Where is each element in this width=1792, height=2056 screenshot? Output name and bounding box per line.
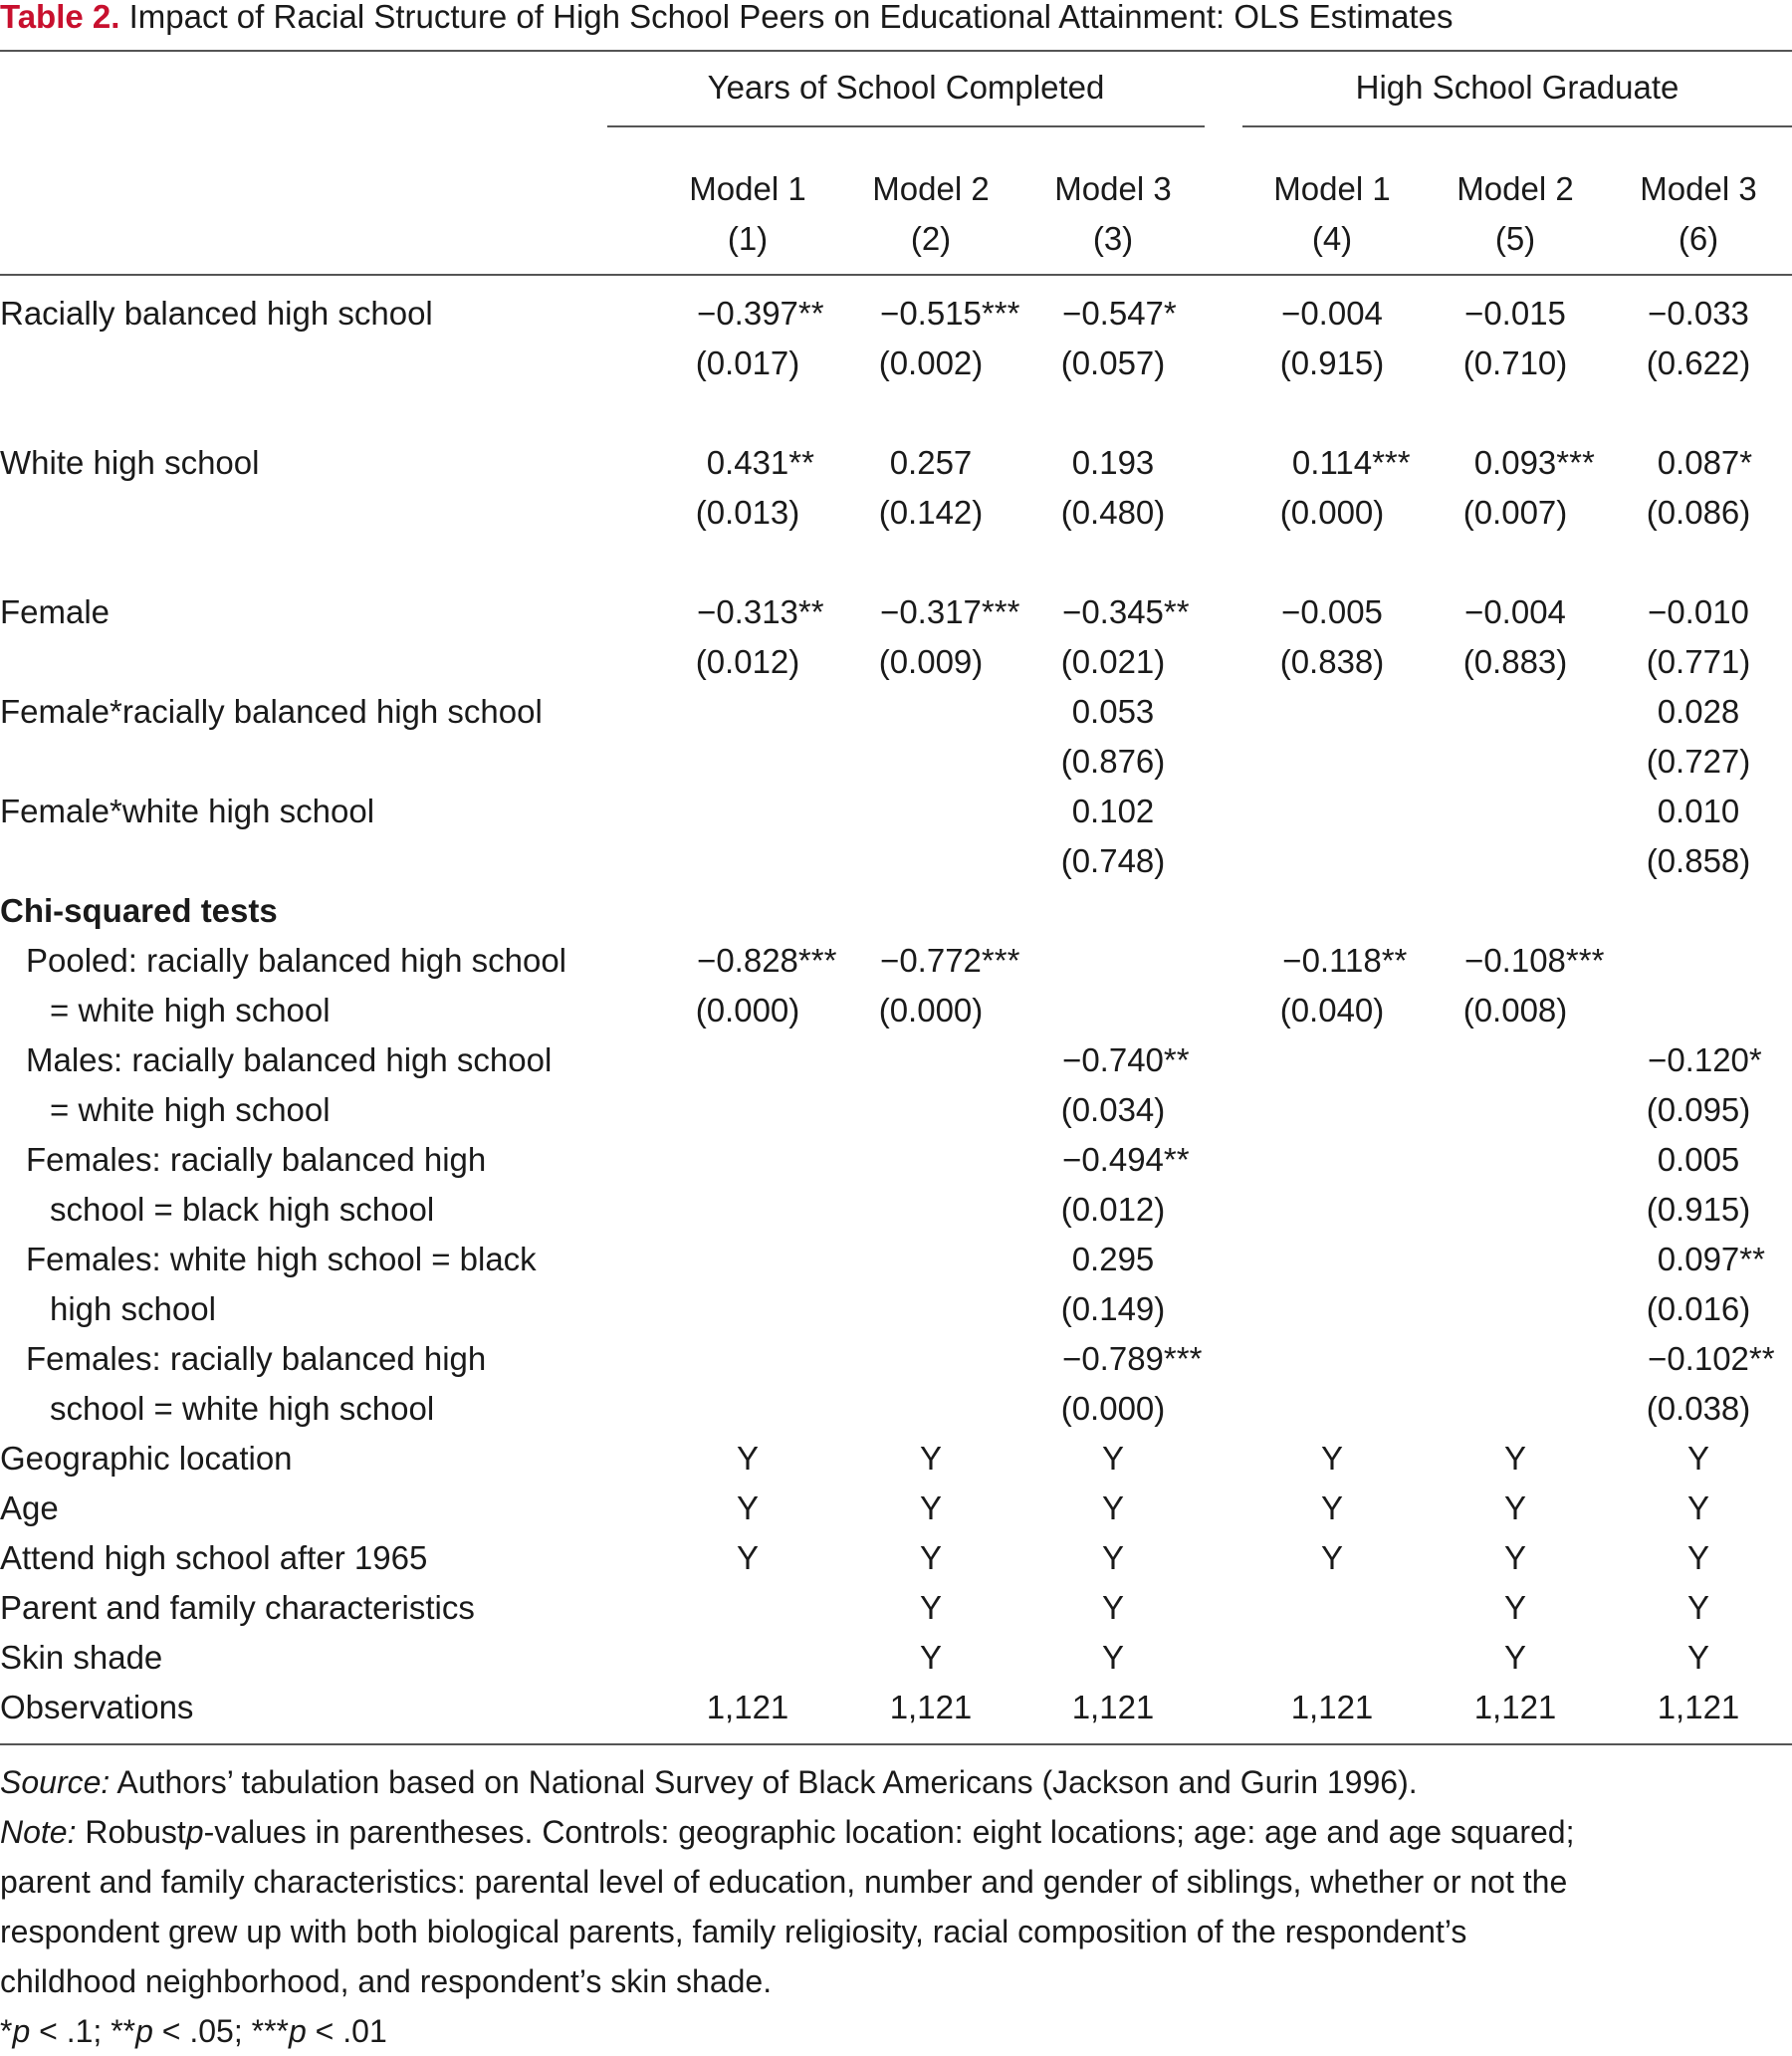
coefficient-value: 0.295 — [1071, 1241, 1155, 1277]
coefficient-cell: −0.828*** — [697, 942, 837, 979]
row-label: high school — [50, 1290, 216, 1327]
sig-text: < .1; ** — [30, 2013, 136, 2049]
coefficient-value: 0.257 — [889, 444, 973, 481]
column-model-label: Model 1 — [689, 170, 806, 207]
note-line-1 — [0, 1807, 1574, 1857]
p-value-cell: (0.771) — [1646, 643, 1751, 680]
sig-p: p — [135, 2013, 153, 2049]
coefficient-value: −0.015 — [1464, 295, 1566, 332]
coefficient-value: 0.431 — [706, 444, 789, 481]
p-value-cell: (0.034) — [1060, 1091, 1166, 1128]
row-label: Female*white high school — [0, 793, 375, 829]
coefficient-value: 0.102 — [1071, 793, 1155, 829]
control-indicator-cell: Y — [736, 1440, 759, 1477]
column-group-rule — [607, 125, 1205, 127]
p-value-cell: (0.007) — [1462, 494, 1568, 531]
p-value-cell: (0.727) — [1646, 743, 1751, 780]
source-label: Source: — [0, 1764, 111, 1800]
p-value-cell: (0.038) — [1646, 1390, 1751, 1427]
p-value-cell: (0.009) — [878, 643, 984, 680]
coefficient-cell — [1609, 289, 1788, 339]
control-indicator-cell: Y — [1686, 1589, 1709, 1626]
control-indicator-cell: Y — [1101, 1589, 1124, 1626]
coefficient-cell — [1609, 587, 1788, 637]
p-value-cell: (0.000) — [878, 992, 984, 1028]
coefficient-value: −0.004 — [1464, 593, 1566, 630]
coefficient-value: −0.397 — [697, 295, 798, 332]
control-indicator-cell: Y — [1686, 1539, 1709, 1576]
column-number-label: (1) — [727, 220, 769, 257]
coefficient-value: −0.120 — [1648, 1041, 1749, 1078]
note-line-3: respondent grew up with both biological parents, family religiosity, racial composition of the respondent’s — [0, 1914, 1467, 1949]
p-value-cell: (0.012) — [695, 643, 800, 680]
column-number-label: (4) — [1311, 220, 1353, 257]
control-indicator-cell: Y — [919, 1440, 942, 1477]
coefficient-cell — [1609, 687, 1788, 737]
coefficient-cell: −0.102** — [1648, 1340, 1775, 1377]
row-label: school = white high school — [50, 1390, 435, 1427]
sig-text: < .01 — [306, 2013, 387, 2049]
p-value-cell: (0.838) — [1279, 643, 1385, 680]
table-number: Table 2. — [0, 0, 120, 35]
coefficient-value: −0.828 — [697, 942, 798, 979]
p-value-cell: (0.142) — [878, 494, 984, 531]
coefficient-cell: −0.317*** — [880, 593, 1020, 630]
p-value-cell: (0.149) — [1060, 1290, 1166, 1327]
column-number-label: (6) — [1678, 220, 1719, 257]
row-label: White high school — [0, 444, 260, 481]
sig-text: < .05; *** — [152, 2013, 289, 2049]
coefficient-value: −0.515 — [880, 295, 982, 332]
coefficient-value: −0.772 — [880, 942, 982, 979]
coefficient-cell: −0.397** — [697, 295, 824, 332]
coefficient-value: −0.102 — [1648, 1340, 1749, 1377]
p-value-cell: (0.000) — [695, 992, 800, 1028]
coefficient-cell: −0.494** — [1062, 1141, 1190, 1178]
p-value-cell: (0.013) — [695, 494, 800, 531]
column-model-label: Model 2 — [1456, 170, 1574, 207]
note-line-2: parent and family characteristics: parental level of education, number and gender of siblings, whether or not the — [0, 1864, 1568, 1900]
p-value-cell: (0.622) — [1646, 344, 1751, 381]
p-value-cell: (0.012) — [1060, 1191, 1166, 1228]
coefficient-value: −0.740 — [1062, 1041, 1164, 1078]
coefficient-cell: −0.789*** — [1062, 1340, 1203, 1377]
row-label: Observations — [0, 1689, 194, 1725]
coefficient-cell: −0.547* — [1062, 295, 1177, 332]
table-title — [0, 0, 1453, 34]
row-label: = white high school — [50, 992, 331, 1028]
coefficient-value: 0.028 — [1657, 693, 1740, 730]
control-indicator-cell: Y — [1503, 1440, 1526, 1477]
column-group-header: High School Graduate — [1355, 69, 1680, 106]
control-indicator-cell: 1,121 — [1657, 1689, 1740, 1725]
coefficient-cell: −0.740** — [1062, 1041, 1190, 1078]
row-label: Females: racially balanced high — [26, 1141, 487, 1178]
sig-p: p — [12, 2013, 31, 2049]
coefficient-value: 0.087 — [1657, 444, 1740, 481]
coefficient-cell — [1426, 289, 1605, 339]
row-label: Female — [0, 593, 111, 630]
coefficient-value: −0.005 — [1281, 593, 1383, 630]
column-number-label: (3) — [1092, 220, 1134, 257]
section-heading: Chi-squared tests — [0, 892, 278, 929]
p-value-cell: (0.017) — [695, 344, 800, 381]
control-indicator-cell: Y — [1101, 1639, 1124, 1676]
p-value-cell: (0.710) — [1462, 344, 1568, 381]
control-indicator-cell: 1,121 — [1071, 1689, 1155, 1725]
row-label: Parent and family characteristics — [0, 1589, 475, 1626]
coefficient-cell: −0.120* — [1648, 1041, 1762, 1078]
control-indicator-cell: Y — [1320, 1539, 1343, 1576]
row-label: Skin shade — [0, 1639, 163, 1676]
p-value-cell: (0.016) — [1646, 1290, 1751, 1327]
control-indicator-cell: Y — [1320, 1489, 1343, 1526]
p-value-cell: (0.095) — [1646, 1091, 1751, 1128]
control-indicator-cell: 1,121 — [889, 1689, 973, 1725]
p-value-cell: (0.915) — [1646, 1191, 1751, 1228]
coefficient-cell: 0.097** — [1657, 1241, 1765, 1277]
control-indicator-cell: Y — [1686, 1440, 1709, 1477]
coefficient-cell — [1023, 438, 1203, 488]
column-group-header: Years of School Completed — [707, 69, 1105, 106]
control-indicator-cell: Y — [919, 1639, 942, 1676]
source-note — [0, 1757, 1418, 1807]
control-indicator-cell: Y — [919, 1589, 942, 1626]
column-model-label: Model 3 — [1054, 170, 1172, 207]
row-label: Racially balanced high school — [0, 295, 433, 332]
coefficient-value: −0.547 — [1062, 295, 1164, 332]
significance-note — [0, 2006, 387, 2056]
coefficient-cell: −0.515*** — [880, 295, 1020, 332]
note-p: p — [185, 1814, 204, 1850]
p-value-cell: (0.748) — [1060, 842, 1166, 879]
coefficient-cell: −0.108*** — [1464, 942, 1605, 979]
control-indicator-cell: Y — [1101, 1489, 1124, 1526]
coefficient-cell — [1023, 787, 1203, 836]
column-number-label: (5) — [1494, 220, 1536, 257]
row-label: Females: white high school = black — [26, 1241, 537, 1277]
bottom-rule — [0, 1743, 1792, 1745]
control-indicator-cell: Y — [1320, 1440, 1343, 1477]
control-indicator-cell: Y — [1503, 1489, 1526, 1526]
coefficient-value: 0.097 — [1657, 1241, 1740, 1277]
coefficient-value: −0.033 — [1648, 295, 1749, 332]
coefficient-value: −0.789 — [1062, 1340, 1164, 1377]
control-indicator-cell: 1,121 — [706, 1689, 789, 1725]
coefficient-value: −0.108 — [1464, 942, 1566, 979]
coefficient-value: −0.317 — [880, 593, 982, 630]
coefficient-cell: 0.431** — [706, 444, 814, 481]
column-group-rule — [1242, 125, 1792, 127]
coefficient-cell: −0.118** — [1282, 942, 1408, 979]
control-indicator-cell: Y — [1503, 1589, 1526, 1626]
p-value-cell: (0.086) — [1646, 494, 1751, 531]
note-text: -values in parentheses. Controls: geographic location: eight locations; age: age and age squared; — [203, 1814, 1575, 1850]
coefficient-cell — [1426, 587, 1605, 637]
coefficient-cell: −0.772*** — [880, 942, 1020, 979]
coefficient-value: 0.005 — [1657, 1141, 1740, 1178]
control-indicator-cell: Y — [1686, 1489, 1709, 1526]
note-line-4: childhood neighborhood, and respondent’s skin shade. — [0, 1963, 773, 1999]
coefficient-value: −0.345 — [1062, 593, 1164, 630]
control-indicator-cell: Y — [919, 1489, 942, 1526]
row-label: Females: racially balanced high — [26, 1340, 487, 1377]
p-value-cell: (0.021) — [1060, 643, 1166, 680]
column-model-label: Model 3 — [1640, 170, 1757, 207]
control-indicator-cell: Y — [1101, 1440, 1124, 1477]
coefficient-value: 0.053 — [1071, 693, 1155, 730]
table-title-text: Impact of Racial Structure of High School Peers on Educational Attainment: OLS Estimates — [128, 0, 1454, 35]
p-value-cell: (0.057) — [1060, 344, 1166, 381]
coefficient-value: −0.313 — [697, 593, 798, 630]
coefficient-value: 0.114 — [1291, 444, 1373, 481]
coefficient-cell: −0.313** — [697, 593, 824, 630]
control-indicator-cell: Y — [736, 1489, 759, 1526]
p-value-cell: (0.876) — [1060, 743, 1166, 780]
p-value-cell: (0.000) — [1060, 1390, 1166, 1427]
top-rule — [0, 50, 1792, 52]
sig-text: * — [0, 2013, 13, 2049]
coefficient-cell — [1023, 687, 1203, 737]
row-label: Attend high school after 1965 — [0, 1539, 428, 1576]
p-value-cell: (0.002) — [878, 344, 984, 381]
control-indicator-cell: Y — [1686, 1639, 1709, 1676]
coefficient-value: −0.004 — [1281, 295, 1383, 332]
p-value-cell: (0.480) — [1060, 494, 1166, 531]
coefficient-cell — [1609, 1135, 1788, 1185]
coefficient-cell: −0.345** — [1062, 593, 1190, 630]
row-label: = white high school — [50, 1091, 331, 1128]
note-text: Robust — [85, 1814, 186, 1850]
column-number-label: (2) — [910, 220, 952, 257]
coefficient-cell — [841, 438, 1020, 488]
coefficient-cell: 0.114*** — [1291, 444, 1411, 481]
control-indicator-cell: 1,121 — [1473, 1689, 1557, 1725]
p-value-cell: (0.858) — [1646, 842, 1751, 879]
coefficient-cell — [1023, 1235, 1203, 1284]
row-label: Female*racially balanced high school — [0, 693, 543, 730]
note-label: Note: — [0, 1814, 77, 1850]
column-model-label: Model 1 — [1273, 170, 1391, 207]
coefficient-value: −0.118 — [1282, 942, 1382, 979]
coefficient-cell: 0.093*** — [1473, 444, 1595, 481]
coefficient-cell — [1242, 289, 1422, 339]
p-value-cell: (0.000) — [1279, 494, 1385, 531]
row-label: Age — [0, 1489, 59, 1526]
header-rule — [0, 274, 1792, 276]
coefficient-value: 0.093 — [1473, 444, 1557, 481]
control-indicator-cell: Y — [1503, 1539, 1526, 1576]
control-indicator-cell: 1,121 — [1290, 1689, 1374, 1725]
coefficient-cell — [1609, 787, 1788, 836]
p-value-cell: (0.008) — [1462, 992, 1568, 1028]
p-value-cell: (0.915) — [1279, 344, 1385, 381]
coefficient-value: 0.010 — [1657, 793, 1740, 829]
coefficient-value: 0.193 — [1071, 444, 1155, 481]
p-value-cell: (0.040) — [1279, 992, 1385, 1028]
coefficient-value: −0.494 — [1062, 1141, 1164, 1178]
coefficient-cell — [1242, 587, 1422, 637]
coefficient-value: −0.010 — [1648, 593, 1749, 630]
p-value-cell: (0.883) — [1462, 643, 1568, 680]
row-label: school = black high school — [50, 1191, 435, 1228]
column-model-label: Model 2 — [872, 170, 990, 207]
row-label: Males: racially balanced high school — [26, 1041, 553, 1078]
coefficient-cell: 0.087* — [1657, 444, 1753, 481]
control-indicator-cell: Y — [1101, 1539, 1124, 1576]
control-indicator-cell: Y — [919, 1539, 942, 1576]
control-indicator-cell: Y — [1503, 1639, 1526, 1676]
row-label: Pooled: racially balanced high school — [26, 942, 567, 979]
row-label: Geographic location — [0, 1440, 293, 1477]
control-indicator-cell: Y — [736, 1539, 759, 1576]
sig-p: p — [288, 2013, 307, 2049]
source-text: Authors’ tabulation based on National Survey of Black Americans (Jackson and Gurin 1996). — [116, 1764, 1418, 1800]
